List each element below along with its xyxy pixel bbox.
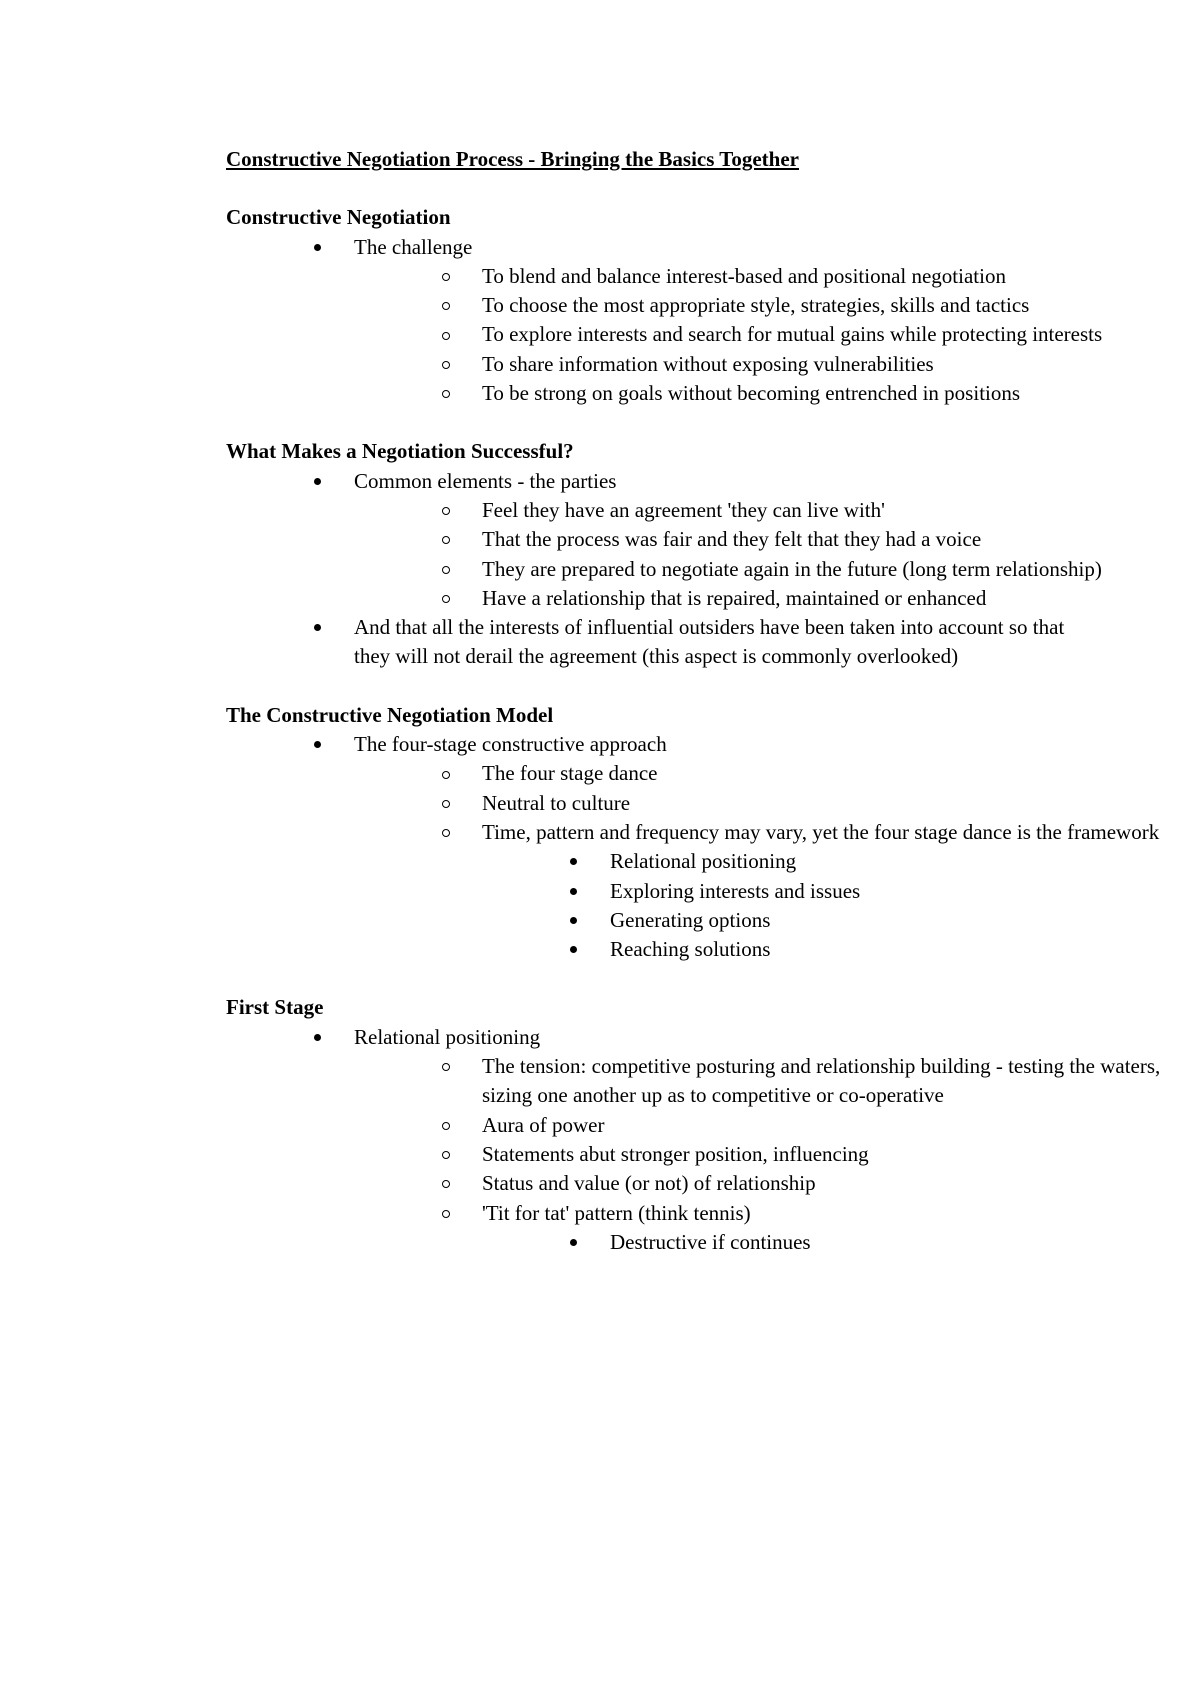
- sub-list-item: [226, 818, 1160, 964]
- circle-bullet-icon: [442, 379, 462, 408]
- sub-list-item-text: To explore interests and search for mutual gains while protecting interests: [482, 322, 1103, 347]
- section-negotiation-model: [226, 701, 1160, 965]
- bullet-icon: [570, 1228, 590, 1257]
- sub-list-item-text: Time, pattern and frequency may vary, yet the four stage dance is the framework: [482, 819, 1160, 844]
- sub-list-item: [226, 759, 1086, 788]
- bullet-icon: [314, 233, 334, 262]
- bullet-icon: [314, 1023, 334, 1052]
- list-item: [226, 467, 1102, 613]
- circle-bullet-icon: [442, 555, 462, 584]
- circle-bullet-icon: [442, 320, 462, 349]
- circle-bullet-icon: [442, 1169, 462, 1198]
- sub-sub-list-item: [226, 877, 1086, 906]
- section-constructive-negotiation: [226, 203, 1103, 408]
- bullet-icon: [570, 906, 590, 935]
- sub-list-item: [226, 320, 1103, 349]
- sub-sub-list-item: [226, 847, 1086, 876]
- sub-list-item-text: To share information without exposing vulnerabilities: [482, 351, 934, 376]
- sub-sub-list: [226, 1228, 1086, 1257]
- bullet-list: [226, 233, 1103, 409]
- bullet-list: [226, 730, 1160, 964]
- sub-list-item: [226, 1052, 1161, 1111]
- circle-bullet-icon: [442, 1052, 462, 1081]
- sub-list-item: [226, 1111, 1086, 1140]
- sub-sub-list-item: [226, 906, 1086, 935]
- section-heading: Constructive Negotiation: [226, 205, 451, 230]
- sub-list-item: [226, 1169, 1086, 1198]
- bullet-icon: [314, 730, 334, 759]
- sub-list: [226, 496, 1102, 613]
- section-first-stage: [226, 993, 1161, 1257]
- sub-list-item: [226, 525, 1086, 554]
- sub-list-item: [226, 1199, 1086, 1258]
- sub-list-item: [226, 496, 1086, 525]
- circle-bullet-icon: [442, 1140, 462, 1169]
- circle-bullet-icon: [442, 525, 462, 554]
- circle-bullet-icon: [442, 496, 462, 525]
- sub-list-item: [226, 584, 1086, 613]
- sub-sub-list-item: [226, 1228, 1086, 1257]
- bullet-list: [226, 1023, 1161, 1257]
- sub-list-item-text: Have a relationship that is repaired, maintained or enhanced: [482, 585, 987, 610]
- sub-list-item-text: Neutral to culture: [482, 790, 631, 815]
- list-item-text: Common elements - the parties: [354, 468, 617, 493]
- circle-bullet-icon: [442, 350, 462, 379]
- sub-list-item-text: Aura of power: [482, 1112, 605, 1137]
- circle-bullet-icon: [442, 789, 462, 818]
- list-item: [226, 233, 1103, 409]
- sub-list-item: [226, 379, 1086, 408]
- circle-bullet-icon: [442, 262, 462, 291]
- bullet-icon: [314, 467, 334, 496]
- list-item: [226, 613, 1086, 672]
- circle-bullet-icon: [442, 818, 462, 847]
- bullet-icon: [570, 847, 590, 876]
- sub-list-item-text: To choose the most appropriate style, strategies, skills and tactics: [482, 293, 1030, 318]
- list-item: [226, 730, 1160, 964]
- sub-list-item-text: Statements abut stronger position, influencing: [482, 1141, 869, 1166]
- bullet-icon: [570, 935, 590, 964]
- sub-list-item-text: That the process was fair and they felt that they had a voice: [482, 527, 982, 552]
- sub-sub-list-item-text: Reaching solutions: [610, 937, 771, 962]
- bullet-list: [226, 467, 1102, 672]
- sub-list: [226, 759, 1160, 964]
- circle-bullet-icon: [442, 759, 462, 788]
- document-title: Constructive Negotiation Process - Bringing the Basics Together: [226, 147, 799, 171]
- list-item-text: The four-stage constructive approach: [354, 732, 667, 757]
- sub-sub-list-item-text: Destructive if continues: [610, 1229, 811, 1254]
- sub-list: [226, 262, 1103, 408]
- document-body: [226, 145, 1161, 1286]
- list-item: [226, 1023, 1161, 1257]
- list-item-text: The challenge: [354, 234, 473, 259]
- section-heading: The Constructive Negotiation Model: [226, 702, 554, 727]
- sub-sub-list-item: [226, 935, 1086, 964]
- circle-bullet-icon: [442, 1111, 462, 1140]
- sub-list-item-text: They are prepared to negotiate again in the future (long term relationship): [482, 556, 1102, 581]
- section-heading: What Makes a Negotiation Successful?: [226, 439, 574, 464]
- section-successful-negotiation: [226, 437, 1102, 671]
- sub-list: [226, 1052, 1161, 1257]
- sub-sub-list-item-text: Generating options: [610, 907, 771, 932]
- sub-list-item-text: Feel they have an agreement 'they can live with': [482, 497, 885, 522]
- list-item-text: Relational positioning: [354, 1024, 541, 1049]
- sub-list-item-text: 'Tit for tat' pattern (think tennis): [482, 1200, 751, 1225]
- sub-list-item-text: The four stage dance: [482, 761, 658, 786]
- sub-list-item: [226, 262, 1086, 291]
- circle-bullet-icon: [442, 1199, 462, 1228]
- sub-list-item: [226, 350, 1086, 379]
- sub-list-item-text: Status and value (or not) of relationship: [482, 1171, 816, 1196]
- sub-list-item: [226, 555, 1102, 584]
- circle-bullet-icon: [442, 584, 462, 613]
- section-heading: First Stage: [226, 995, 324, 1020]
- bullet-icon: [570, 877, 590, 906]
- sub-list-item-text: To be strong on goals without becoming entrenched in positions: [482, 381, 1021, 406]
- sub-list-item: [226, 789, 1086, 818]
- sub-sub-list-item-text: Relational positioning: [610, 849, 797, 874]
- sub-list-item: [226, 291, 1086, 320]
- bullet-icon: [314, 613, 334, 642]
- sub-sub-list-item-text: Exploring interests and issues: [610, 878, 861, 903]
- sub-list-item: [226, 1140, 1086, 1169]
- sub-list-item-text: The tension: competitive posturing and relationship building - testing the waters, sizing one another up as to competitive or co-operative: [482, 1054, 1161, 1108]
- list-item-text: And that all the interests of influential outsiders have been taken into account so that they will not derail the agreement (this aspect is commonly overlooked): [354, 615, 1065, 669]
- circle-bullet-icon: [442, 291, 462, 320]
- sub-list-item-text: To blend and balance interest-based and positional negotiation: [482, 263, 1006, 288]
- sub-sub-list: [226, 847, 1086, 964]
